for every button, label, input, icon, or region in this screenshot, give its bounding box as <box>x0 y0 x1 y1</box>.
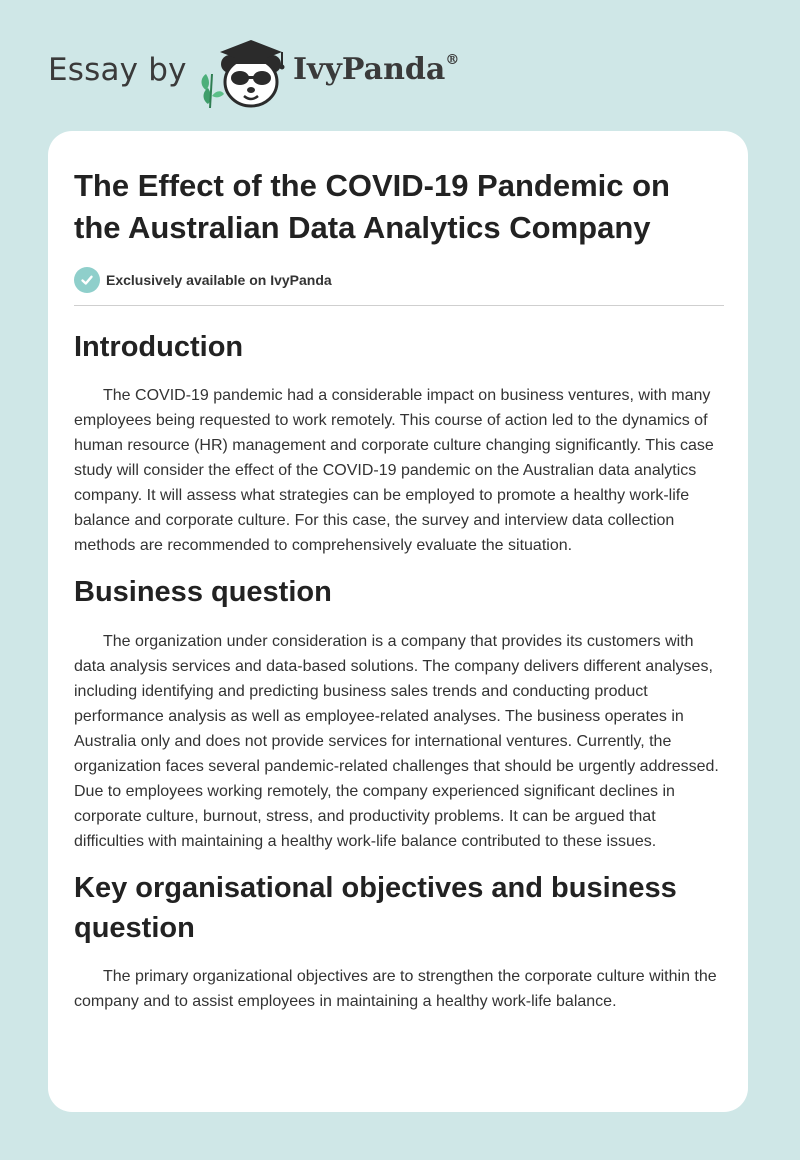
section-heading-introduction: Introduction <box>74 331 244 363</box>
exclusive-badge <box>74 267 724 293</box>
panda-graduation-cap-icon <box>198 34 290 114</box>
section-body-key-objectives: The primary organizational objectives are to strengthen the corporate culture within the company and to assist employees in maintaining a healthy work-life balance. <box>74 968 717 1010</box>
section-body-business-question: The organization under consideration is a company that provides its customers with data analysis services and data-based solutions. The company delivers different analyses, including identifying and predicting business sales trends and conducting product performance analysis as well as employee-related analyses. The business operates in Australia only and does not provide services for international ventures. Currently, the organization faces several pandemic-related challenges that should be urgently addressed. Due to employees working remotely, the company experienced significant declines in corporate culture, burnout, stress, and productivity problems. It can be argued that difficulties with maintaining a healthy work-life balance contributed to these issues. <box>74 633 719 850</box>
exclusive-badge-text: Exclusively available on IvyPanda <box>106 272 332 288</box>
brand-name: IvyPanda® <box>293 52 460 87</box>
site-header <box>48 34 508 114</box>
section-heading-key-objectives: Key organisational objectives and business question <box>74 872 677 944</box>
section-heading-business-question: Business question <box>74 576 332 608</box>
ivypanda-logo[interactable] <box>198 34 498 114</box>
title-divider <box>74 305 724 306</box>
essay-card <box>48 131 748 1112</box>
registered-mark: ® <box>445 52 460 68</box>
section-body-introduction: The COVID-19 pandemic had a considerable impact on business ventures, with many employees being requested to work remotely. This course of action led to the dynamics of human resource (HR) management and corporate culture changing significantly. This case study will consider the effect of the COVID-19 pandemic on the Australian data analytics company. It will assess what strategies can be employed to promote a healthy work-life balance and corporate culture. For this case, the survey and interview data collection methods are recommended to comprehensively evaluate the situation. <box>74 387 714 554</box>
essay-by-label: Essay by <box>48 52 187 88</box>
essay-content <box>74 165 724 1014</box>
check-circle-icon <box>74 267 100 293</box>
essay-title: The Effect of the COVID-19 Pandemic on the Australian Data Analytics Company <box>74 168 670 245</box>
